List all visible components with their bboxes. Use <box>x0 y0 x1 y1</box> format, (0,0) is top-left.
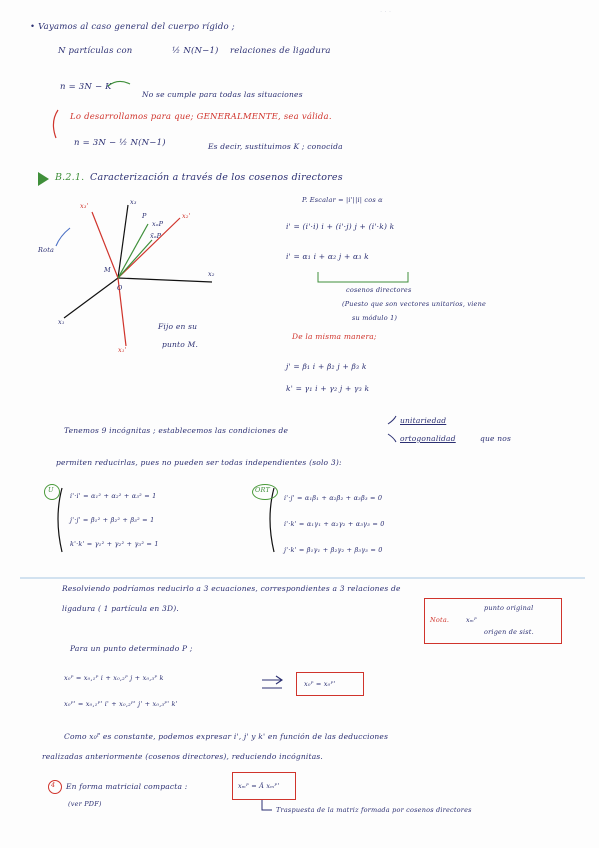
point-line: Para un punto determinado P ; <box>70 644 193 653</box>
relations-formula: ½ N(N−1) <box>172 46 219 56</box>
scalar-product: P. Escalar = |i'||i| cos α <box>302 196 383 204</box>
point-M: M <box>104 266 111 274</box>
unknowns-line: Tenemos 9 incógnitas ; establecemos las condiciones de <box>64 426 289 435</box>
note-original: punto original <box>484 604 534 612</box>
axis-x1-prime: x₁' <box>118 346 127 354</box>
ort-eq-3: j'·k' = β₁γ₁ + β₂γ₂ + β₃γ₃ = 0 <box>284 546 383 554</box>
eq-i-prime: i' = (i'·i) i + (i'·j) j + (i'·k) k <box>286 222 395 231</box>
substitute-note: Es decir, sustituimos K ; conocida <box>208 142 343 151</box>
rota-label: Rota <box>38 246 55 254</box>
particles-label: N partículas con <box>58 46 133 56</box>
axis-x3: x₃ <box>130 198 137 206</box>
ort-eq-1: i'·j' = α₁β₁ + α₂β₂ + α₃β₃ = 0 <box>284 494 383 502</box>
axis-x1: x₁ <box>58 318 65 326</box>
general-note: Lo desarrollamos para que; GENERALMENTE, sea válida. <box>70 112 332 122</box>
dof-note: No se cumple para todas las situaciones <box>142 90 303 99</box>
note-label: Nota. <box>430 616 450 624</box>
const-line-2: realizadas anteriormente (cosenos directores), reduciendo incógnitas. <box>42 752 324 761</box>
ghost-text: · · · <box>380 8 392 16</box>
axis-x2: x₂ <box>208 270 215 278</box>
reduce-line: permiten reducirlas, pues no pueden ser todas independientes (solo 3): <box>56 458 342 467</box>
vector-xop-2: x̃ₒP <box>150 232 162 240</box>
note-origin: origen de sist. <box>484 628 534 636</box>
item-4-num: 4 <box>51 781 56 789</box>
que-nos: que nos <box>480 434 512 443</box>
unitariedad-label: unitariedad <box>400 416 447 425</box>
px-eq-2: x₀ᴾ' = x₀,₁ᴾ' i' + x₀,₂ᴾ' j' + x₀,₃ᴾ' k' <box>64 700 178 708</box>
cosines-note-2: su módulo 1) <box>352 314 398 322</box>
eq-k-prime: k' = γ₁ i + γ₂ j + γ₃ k <box>286 384 370 393</box>
note-x: xₘᴾ <box>466 616 478 624</box>
cosines-label: cosenos directores <box>346 286 412 294</box>
u-eq-3: k'·k' = γ₁² + γ₂² + γ₃² = 1 <box>70 540 159 548</box>
axis-x2-prime: x₂' <box>182 212 191 220</box>
ortogonalidad-label: ortogonalidad <box>400 434 456 443</box>
eq-i-prime-cos: i' = α₁ i + α₂ j + α₃ k <box>286 252 369 261</box>
const-line-1: Como x₀ᴾ es constante, podemos expresar i', j' y k' en función de las deducciones <box>64 732 389 741</box>
matrix-formula: xₘᴾ = Ã xₘᴾ' <box>238 782 280 790</box>
u-eq-1: i'·i' = α₁² + α₂² + α₃² = 1 <box>70 492 157 500</box>
matrix-ref: (ver PDF) <box>68 800 102 808</box>
fixed-note-1: Fijo en su <box>158 322 198 331</box>
solving-line-2: ligadura ( 1 partícula en 3D). <box>62 604 179 613</box>
axis-x3-prime: x₃' <box>80 202 89 210</box>
eq-j-prime: j' = β₁ i + β₂ j + β₃ k <box>286 362 367 371</box>
u-label: U <box>48 486 54 494</box>
transpose-note: Traspuesta de la matriz formada por cosenos directores <box>276 806 472 814</box>
solving-line-1: Resolviendo podríamos reducirlo a 3 ecuaciones, correspondientes a 3 relaciones de <box>62 584 401 593</box>
section-title: Caracterización a través de los cosenos directores <box>90 172 343 183</box>
vector-xop: xₒP <box>152 220 164 228</box>
u-eq-2: j'·j' = β₁² + β₂² + β₃² = 1 <box>70 516 155 524</box>
point-P: P <box>142 212 147 220</box>
cosines-note-1: (Puesto que son vectores unitarios, viene <box>342 300 487 308</box>
dof-formula-2: n = 3N − ½ N(N−1) <box>74 138 166 148</box>
matrix-line: En forma matricial compacta : <box>66 782 188 791</box>
ort-label: ORT <box>255 486 271 494</box>
section-number: B.2.1. <box>55 172 85 183</box>
fixed-note-2: punto M. <box>162 340 199 349</box>
dof-formula: n = 3N − K <box>60 82 112 92</box>
intro-line: • Vayamos al caso general del cuerpo rígido ; <box>30 22 235 32</box>
equality-formula: x₀ᴾ = x₀ᴾ' <box>304 680 336 688</box>
px-eq-1: x₀ᴾ = x₀,₁ᴾ i + x₀,₂ᴾ j + x₀,₃ᴾ k <box>64 674 164 682</box>
ort-eq-2: i'·k' = α₁γ₁ + α₂γ₂ + α₃γ₃ = 0 <box>284 520 385 528</box>
relations-label: relaciones de ligadura <box>230 46 331 56</box>
point-O: O <box>117 284 123 292</box>
same-way: De la misma manera; <box>292 332 377 341</box>
